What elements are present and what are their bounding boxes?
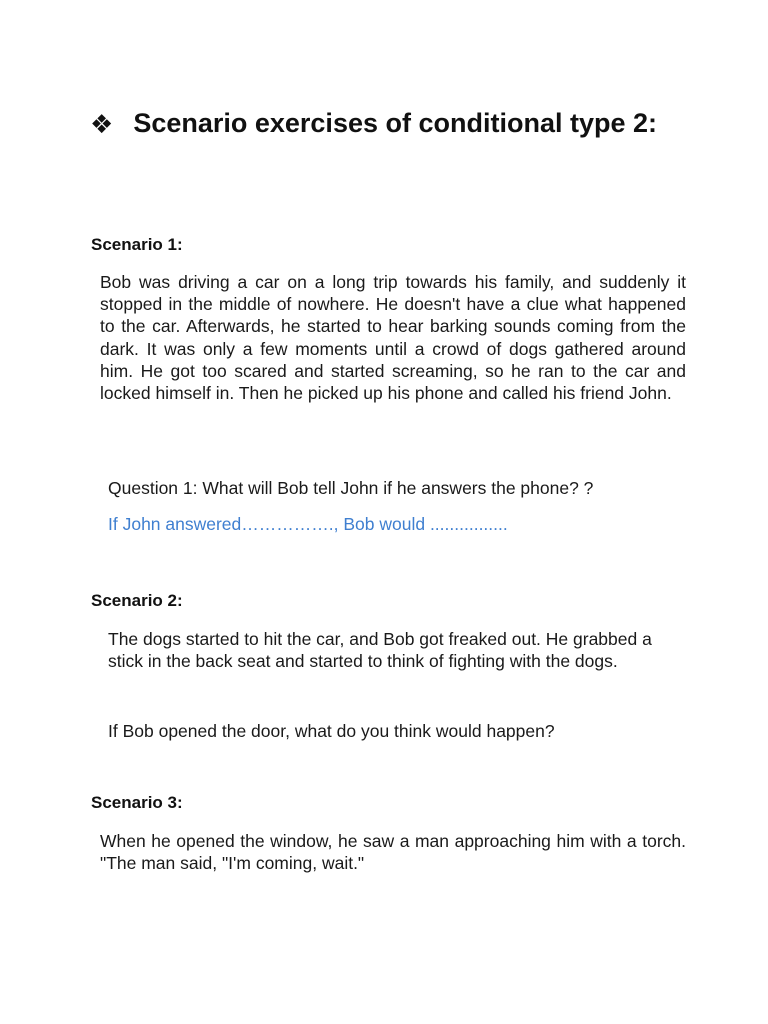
scenario-2-text: The dogs started to hit the car, and Bob got freaked out. He grabbed a stick in the back seat and started to think of fighting with the dogs. bbox=[108, 629, 652, 672]
diamond-bullet-icon: ❖ bbox=[90, 108, 114, 139]
page-title-text: Scenario exercises of conditional type 2: bbox=[133, 108, 657, 138]
scenario-2-question: If Bob opened the door, what do you think would happen? bbox=[108, 721, 555, 741]
scenario-2-label: Scenario 2: bbox=[91, 591, 183, 610]
scenario-1-text: Bob was driving a car on a long trip towards his family, and suddenly it stopped in the middle of nowhere. He doesn't have a clue what happened to the car. Afterwards, he started to hear barking sounds coming from the dark. It was only a few moments until a crowd of dogs gathered around him. He got too scared and started screaming, so he ran to the car and locked himself in. Then he picked up his phone and called his friend John. bbox=[100, 272, 686, 404]
scenario-1-question: Question 1: What will Bob tell John if he answers the phone? ? bbox=[108, 478, 594, 498]
scenario-1-label: Scenario 1: bbox=[91, 235, 183, 254]
scenario-1-answer-template: If John answered……………., Bob would ................ bbox=[108, 514, 508, 534]
page-title bbox=[90, 108, 657, 139]
scenario-3-label: Scenario 3: bbox=[91, 793, 183, 812]
scenario-3-text: When he opened the window, he saw a man approaching him with a torch. "The man said, "I'm coming, wait." bbox=[100, 831, 686, 874]
